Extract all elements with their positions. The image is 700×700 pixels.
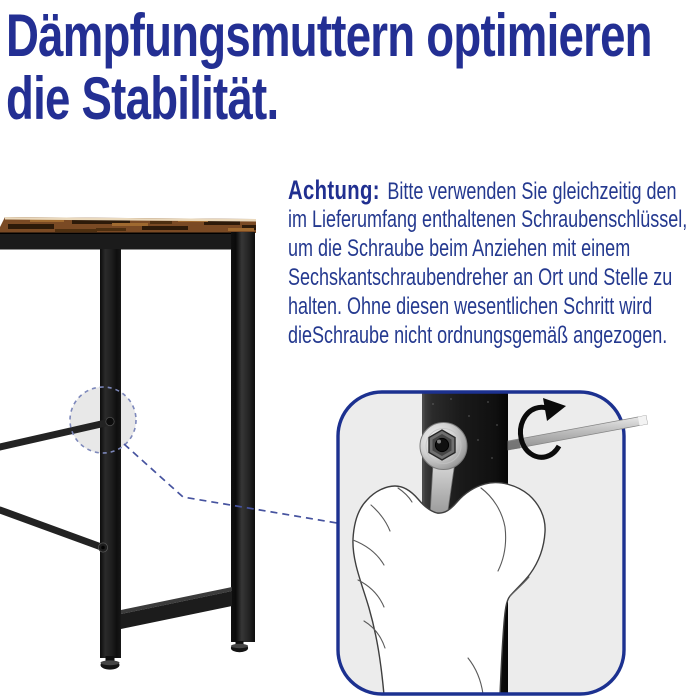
note-line: halten. Ohne diesen wesentlichen Schritt wird [288,293,653,320]
note-line: um die Schraube beim Anziehen mit einem [288,235,631,262]
support-bolt [106,417,114,425]
cross-brace [121,587,232,629]
product-photo [0,217,256,670]
desk-top [0,217,256,233]
note-text: Bitte verwenden Sie gleichzeitig den [387,178,677,205]
page-title-line-2: die Stabilität. [6,65,279,132]
desk-leg-right [231,232,255,642]
callout-leader-line [124,444,337,523]
leveling-foot-right [231,641,248,652]
desk-apron [0,233,255,250]
note-line: Sechskantschraubendreher an Ort und Stelle zu [288,264,673,291]
support-bar-lower [0,510,108,552]
leveling-foot-left [101,656,120,670]
detail-inset [338,392,648,695]
attention-label: Achtung: [288,175,380,205]
note-line: im Lieferumfang enthaltenen Schraubenschlüssel, [288,206,688,233]
hex-nut [429,430,455,460]
note-line: dieSchraube nicht ordnungsgemäß angezogen. [288,322,668,349]
page-title-line-1: Dämpfungsmuttern optimieren [6,2,652,69]
